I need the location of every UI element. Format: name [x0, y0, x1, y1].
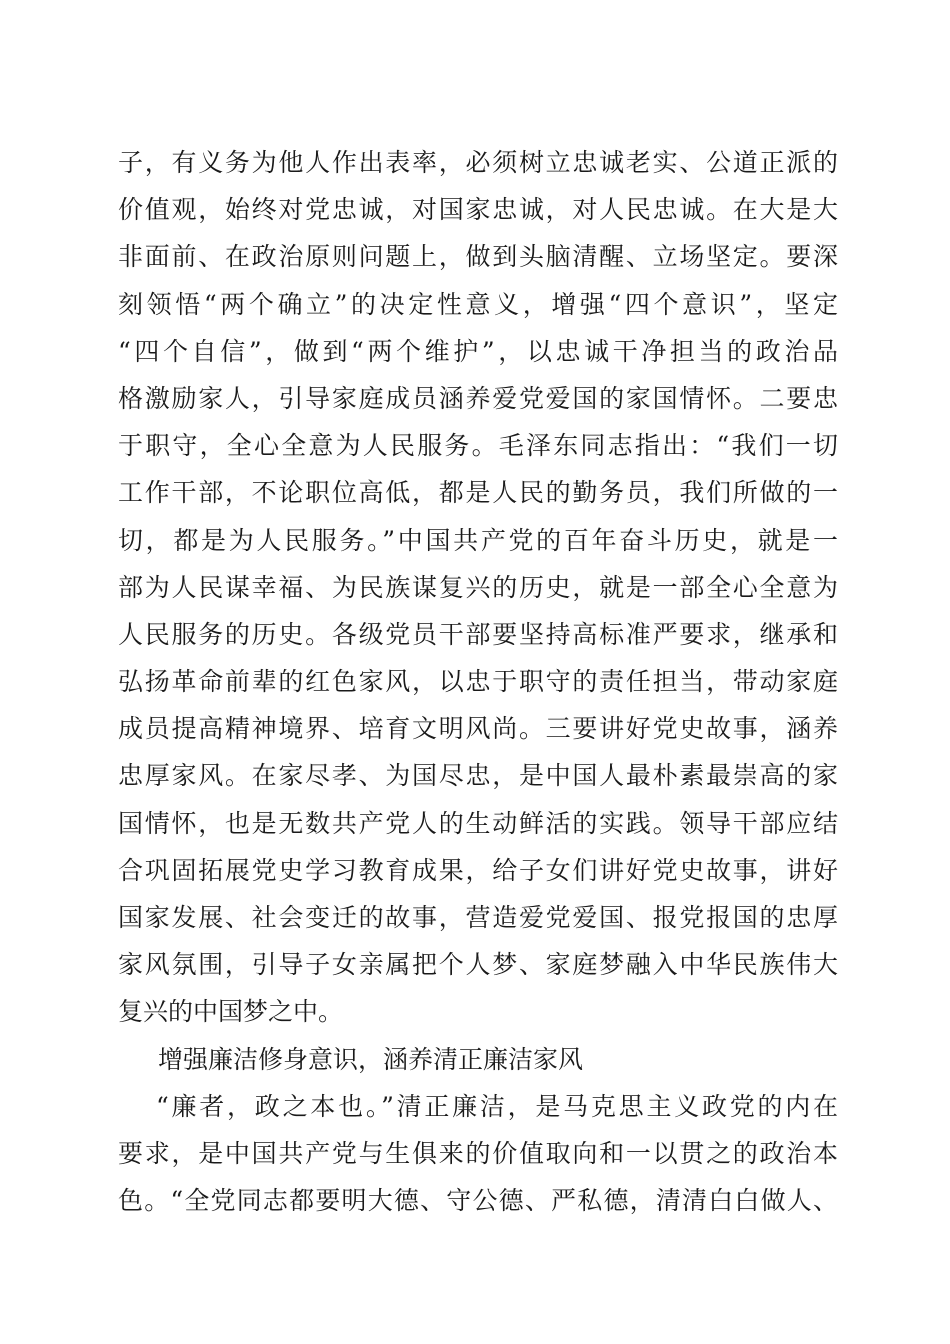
- text-line: 非面前、在政治原则问题上，做到头脑清醒、立场坚定。要深: [118, 242, 838, 272]
- section-heading: 增强廉洁修身意识，涵养清正廉洁家风: [158, 1044, 584, 1074]
- body-text: [118, 139, 838, 1224]
- text-line: 国家发展、社会变迁的故事，营造爱党爱国、报党报国的忠厚: [118, 903, 838, 932]
- text-line: 格激励家人，引导家庭成员涵养爱党爱国的家国情怀。二要忠: [118, 383, 838, 413]
- text-line: 刻领悟“两个确立”的决定性意义，增强“四个意识”，坚定: [118, 289, 838, 319]
- text-line: “四个自信”，做到“两个维护”，以忠诚干净担当的政治品: [118, 336, 838, 366]
- text-line: 国情怀，也是无数共产党人的生动鲜活的实践。领导干部应结: [118, 808, 838, 838]
- text-line: 合巩固拓展党史学习教育成果，给子女们讲好党史故事，讲好: [118, 855, 838, 885]
- text-line: 工作干部，不论职位高低，都是人民的勤务员，我们所做的一: [118, 478, 838, 508]
- text-line: 家风氛围，引导子女亲属把个人梦、家庭梦融入中华民族伟大: [118, 950, 838, 980]
- text-line: 价值观，始终对党忠诚，对国家忠诚，对人民忠诚。在大是大: [118, 195, 838, 225]
- text-line: 成员提高精神境界、培育文明风尚。三要讲好党史故事，涵养: [118, 714, 838, 744]
- text-line: 复兴的中国梦之中。: [118, 997, 344, 1027]
- text-line: 切，都是为人民服务。”中国共产党的百年奋斗历史，就是一: [118, 525, 838, 555]
- text-line: 于职守，全心全意为人民服务。毛泽东同志指出：“我们一切: [118, 431, 838, 461]
- text-line: 色。“全党同志都要明大德、守公德、严私德，清清白白做人、: [118, 1186, 838, 1216]
- text-line: 子，有义务为他人作出表率，必须树立忠诚老实、公道正派的: [118, 148, 838, 177]
- text-line: 要求，是中国共产党与生俱来的价值取向和一以贯之的政治本: [118, 1138, 838, 1168]
- paragraph-1: [118, 139, 838, 1036]
- text-line: 忠厚家风。在家尽孝、为国尽忠，是中国人最朴素最崇高的家: [118, 761, 838, 791]
- paragraph-2: [118, 1083, 838, 1225]
- text-line: “廉者，政之本也。”清正廉洁，是马克思主义政党的内在: [156, 1091, 838, 1121]
- text-line: 部为人民谋幸福、为民族谋复兴的历史，就是一部全心全意为: [118, 572, 838, 602]
- text-line: 弘扬革命前辈的红色家风，以忠于职守的责任担当，带动家庭: [118, 667, 838, 697]
- text-line: 人民服务的历史。各级党员干部要坚持高标准严要求，继承和: [118, 619, 838, 649]
